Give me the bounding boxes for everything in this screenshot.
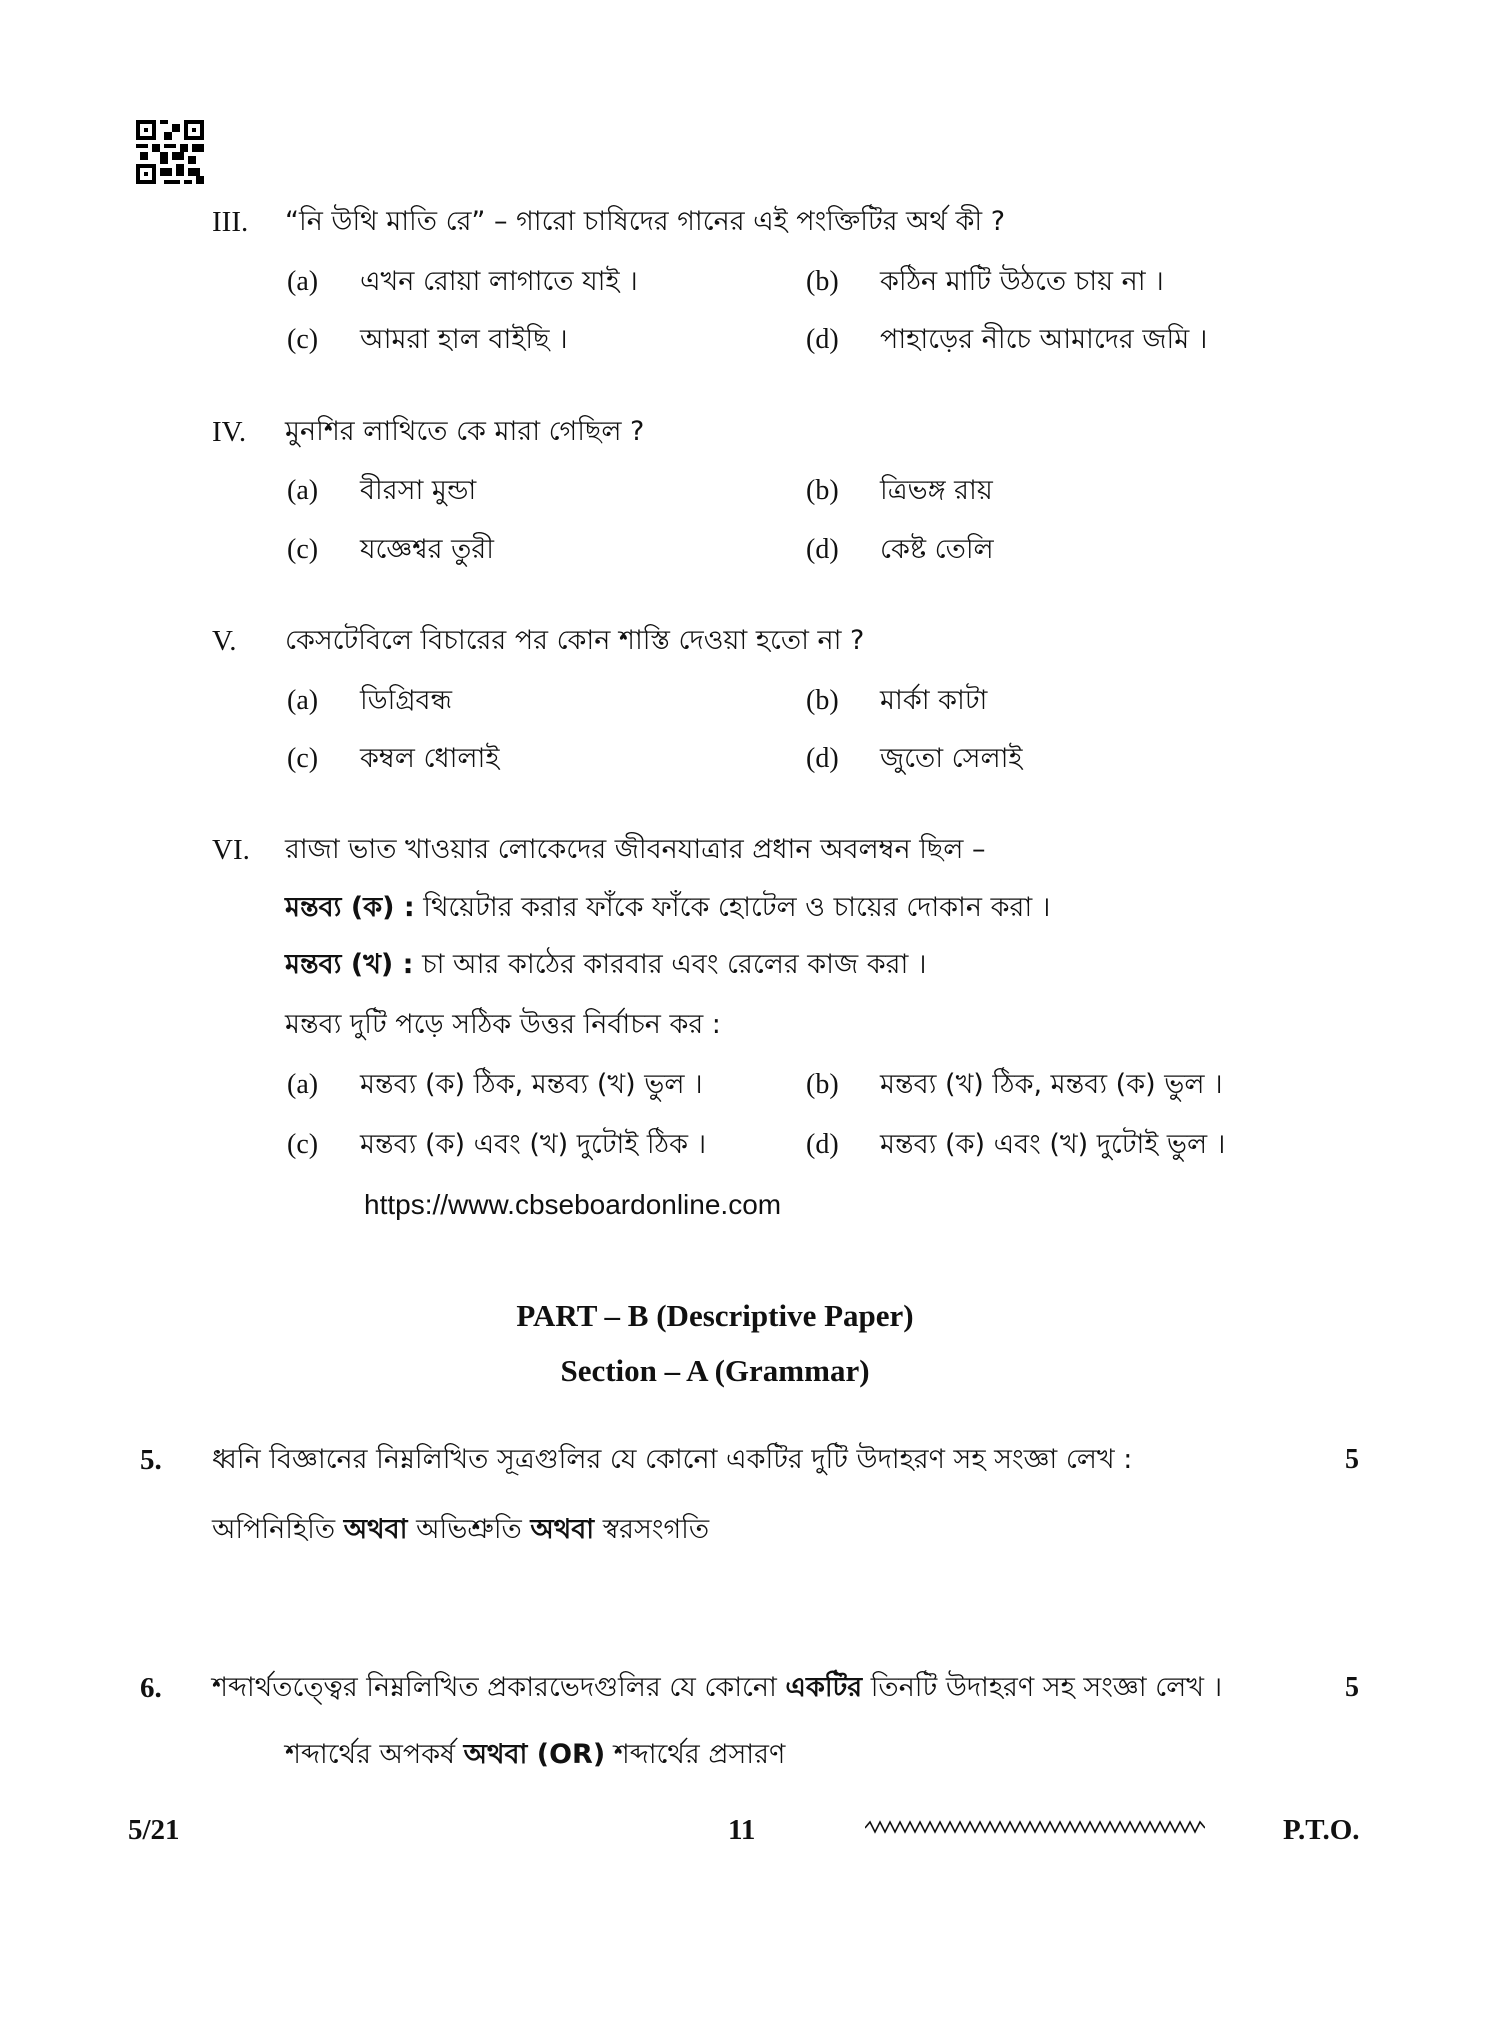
statement-kha xyxy=(285,947,927,983)
question-text: “নি উথি মাতি রে” – গারো চাষিদের গানের এই পংক্তিটির অর্থ কী ? xyxy=(285,206,1006,237)
sub-parts xyxy=(285,1737,785,1773)
question-number: VI. xyxy=(212,834,250,866)
option-label: (b) xyxy=(806,685,839,716)
instruction: মন্তব্য দুটি পড়ে সঠিক উত্তর নির্বাচন কর : xyxy=(285,1009,721,1040)
question-text: ধ্বনি বিজ্ঞানের নিম্নলিখিত সূত্রগুলির যে কোনো একটির দুটি উদাহরণ সহ সংজ্ঞা লেখ : xyxy=(212,1444,1133,1475)
sub-part: স্বরসংগতি xyxy=(602,1514,710,1545)
marks: 5 xyxy=(1345,1672,1359,1703)
option-text: কম্বল ধোলাই xyxy=(360,743,500,774)
paper-code: 5/21 xyxy=(128,1814,180,1846)
option-label: (a) xyxy=(287,685,319,716)
question-text: রাজা ভাত খাওয়ার লোকেদের জীবনযাত্রার প্রধান অবলম্বন ছিল – xyxy=(285,834,986,865)
or-word: অথবা xyxy=(530,1514,595,1545)
text-part: শব্দার্থতত্ত্বের নিম্নলিখিত প্রকারভেদগুলির যে কোনো xyxy=(212,1672,786,1703)
option-label: (a) xyxy=(287,266,319,297)
statement-text: থিয়েটার করার ফাঁকে ফাঁকে হোটেল ও চায়ের দোকান করা । xyxy=(423,892,1051,923)
text-emphasis: একটির xyxy=(785,1672,863,1703)
option-text: জুতো সেলাই xyxy=(880,743,1023,774)
text-part: তিনটি উদাহরণ সহ সংজ্ঞা লেখ । xyxy=(862,1672,1223,1703)
option-text: ত্রিভঙ্গ রায় xyxy=(880,475,993,506)
option-label: (c) xyxy=(287,1129,319,1160)
question-number: III. xyxy=(212,206,249,238)
option-text: বীরসা মুন্ডা xyxy=(360,475,477,506)
part-heading: PART – B (Descriptive Paper) xyxy=(516,1298,914,1333)
question-number: V. xyxy=(212,625,237,657)
statement-ka xyxy=(285,890,1050,926)
option-label: (b) xyxy=(806,266,839,297)
option-text: আমরা হাল বাইছি । xyxy=(360,324,568,355)
option-label: (c) xyxy=(287,743,319,774)
sub-parts xyxy=(212,1512,709,1548)
option-text: মন্তব্য (খ) ঠিক, মন্তব্য (ক) ভুল । xyxy=(880,1069,1223,1100)
option-label: (a) xyxy=(287,475,319,506)
option-label: (b) xyxy=(806,475,839,506)
or-word: অথবা (OR) xyxy=(463,1739,606,1770)
statement-label: মন্তব্য (ক) : xyxy=(285,892,415,923)
option-label: (d) xyxy=(806,743,839,774)
qr-code-icon xyxy=(136,120,204,184)
option-text: মন্তব্য (ক) এবং (খ) দুটোই ঠিক । xyxy=(360,1129,707,1160)
option-text: কঠিন মাটি উঠতে চায় না । xyxy=(880,266,1164,297)
option-text: মন্তব্য (ক) ঠিক, মন্তব্য (খ) ভুল । xyxy=(360,1069,703,1100)
sub-part: শব্দার্থের প্রসারণ xyxy=(613,1739,786,1770)
pto-label: P.T.O. xyxy=(1283,1814,1360,1846)
option-text: যজ্ঞেশ্বর তুরী xyxy=(360,534,494,565)
sub-part: অভিশ্রুতি xyxy=(416,1514,522,1545)
question-number: IV. xyxy=(212,416,247,448)
option-label: (d) xyxy=(806,324,839,355)
question-text xyxy=(212,1670,1222,1706)
or-word: অথবা xyxy=(343,1514,408,1545)
option-label: (d) xyxy=(806,534,839,565)
watermark-link[interactable]: https://www.cbseboardonline.com xyxy=(364,1189,782,1220)
statement-text: চা আর কাঠের কারবার এবং রেলের কাজ করা । xyxy=(422,949,927,980)
option-text: এখন রোয়া লাগাতে যাই । xyxy=(360,266,638,297)
page-number: 11 xyxy=(728,1814,756,1846)
option-text: মন্তব্য (ক) এবং (খ) দুটোই ভুল । xyxy=(880,1129,1226,1160)
option-label: (c) xyxy=(287,534,319,565)
option-label: (c) xyxy=(287,324,319,355)
statement-label: মন্তব্য (খ) : xyxy=(285,949,414,980)
question-text: মুনশির লাথিতে কে মারা গেছিল ? xyxy=(285,416,645,447)
section-heading: Section – A (Grammar) xyxy=(560,1353,870,1388)
option-label: (b) xyxy=(806,1069,839,1100)
question-text: কেসটেবিলে বিচারের পর কোন শাস্তি দেওয়া হতো না ? xyxy=(285,625,865,656)
option-text: মার্কা কাটা xyxy=(880,685,988,716)
marks: 5 xyxy=(1345,1444,1359,1475)
option-text: কেষ্ট তেলি xyxy=(880,534,994,565)
sub-part: অপিনিহিতি xyxy=(212,1514,336,1545)
option-label: (d) xyxy=(806,1129,839,1160)
wavy-line-icon xyxy=(865,1818,1205,1836)
sub-part: শব্দার্থের অপকর্ষ xyxy=(285,1739,456,1770)
option-text: পাহাড়ের নীচে আমাদের জমি । xyxy=(880,324,1208,355)
option-text: ডিগ্রিবন্ধ xyxy=(360,685,452,716)
option-label: (a) xyxy=(287,1069,319,1100)
question-number: 5. xyxy=(140,1444,162,1476)
question-number: 6. xyxy=(140,1672,162,1704)
